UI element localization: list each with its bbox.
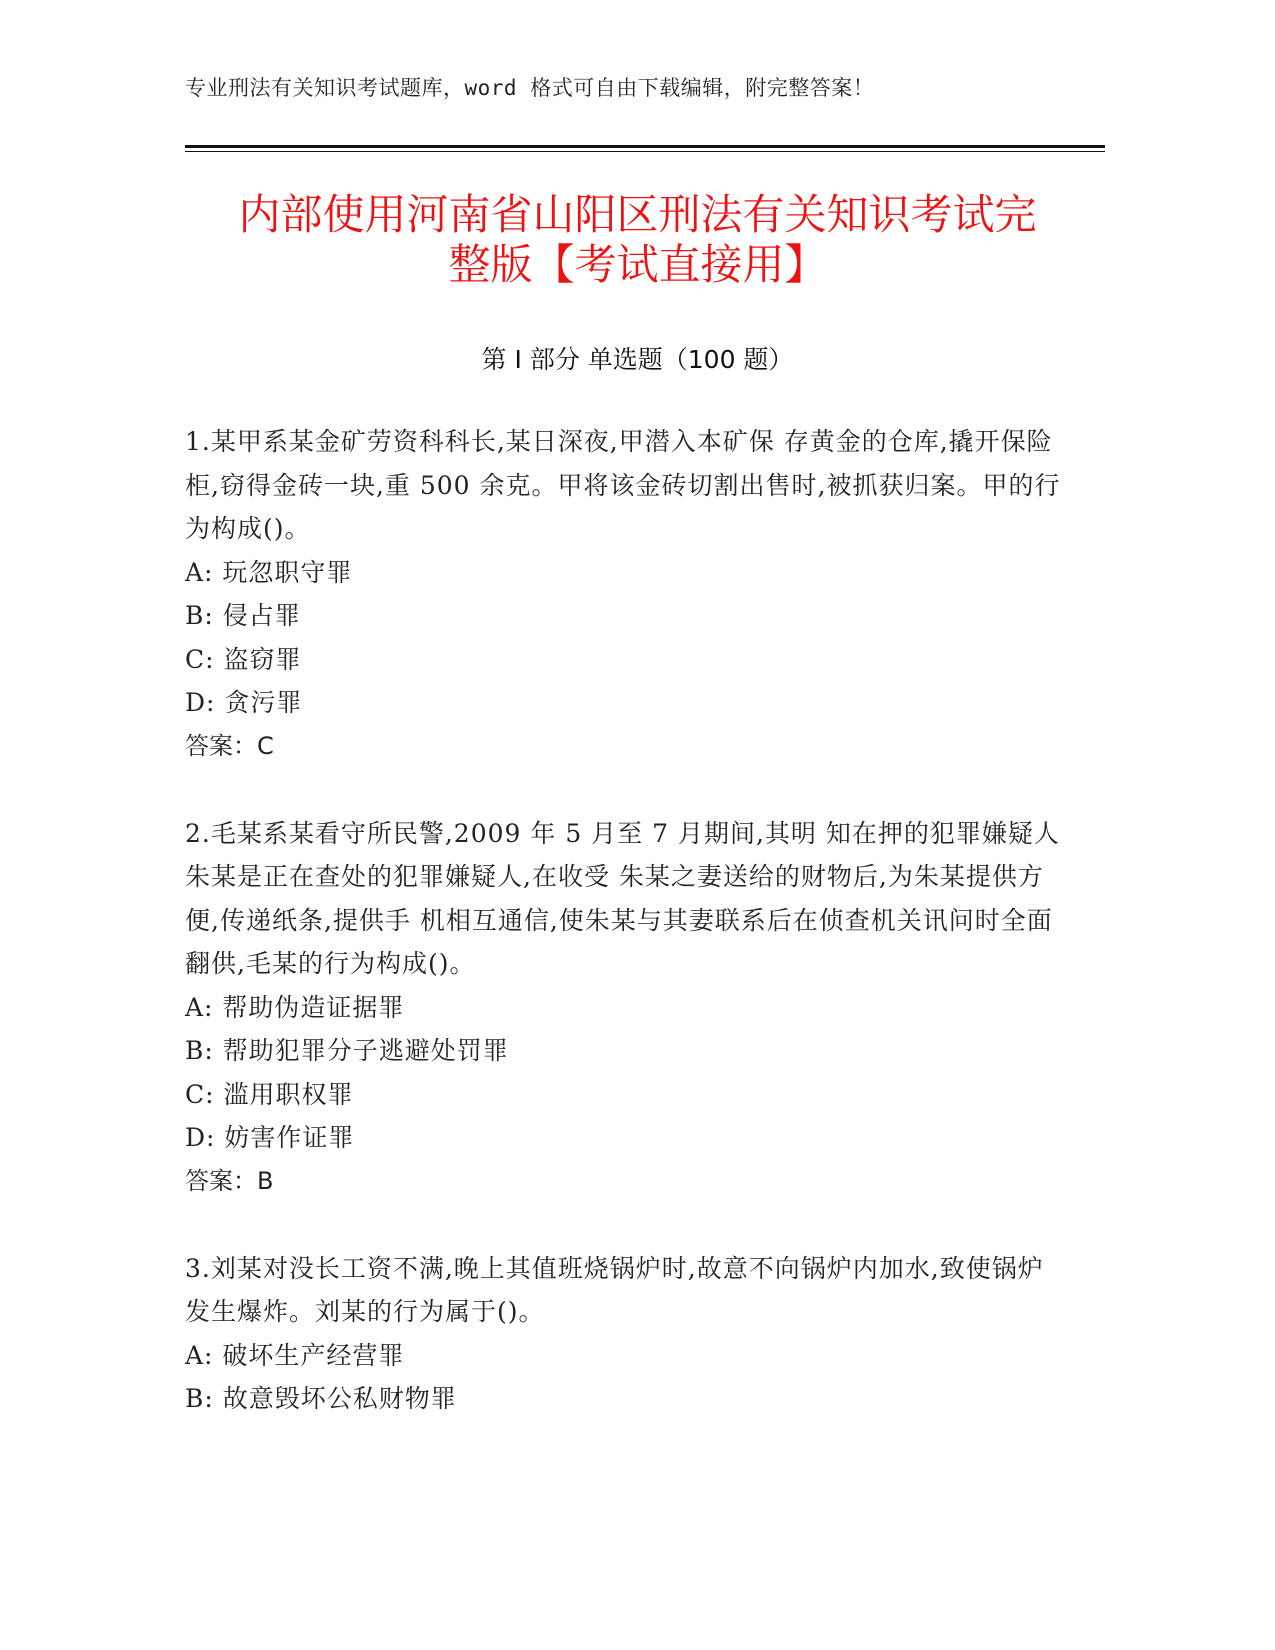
header-note: 专业刑法有关知识考试题库，word 格式可自由下载编辑，附完整答案！: [185, 76, 875, 100]
question-text: 2.毛某系某看守所民警,2009 年 5 月至 7 月期间,其明 知在押的犯罪嫌疑人朱某是正在查处的犯罪嫌疑人,在收受 朱某之妻送给的财物后,为朱某提供方便,传递纸条,提供手 机相互通信,使朱某与其妻联系后在侦查机关讯问时全面翻供,毛某的行为构成()。: [185, 818, 1060, 978]
option-c: C: 盗窃罪: [185, 644, 302, 674]
option-a: A: 玩忽职守罪: [185, 557, 353, 587]
answer: 答案：C: [185, 731, 274, 760]
question-text: 3.刘某对没长工资不满,晚上其值班烧锅炉时,故意不向锅炉内加水,致使锅炉发生爆炸。刘某的行为属于()。: [185, 1253, 1044, 1326]
question-text: 1.某甲系某金矿劳资科科长,某日深夜,甲潜入本矿保 存黄金的仓库,撬开保险柜,窃得金砖一块,重 500 余克。甲将该金砖切割出售时,被抓获归案。甲的行为构成()。: [185, 427, 1061, 543]
option-b: B: 帮助犯罪分子逃避处罚罪: [185, 1036, 509, 1065]
answer: 答案：B: [185, 1166, 274, 1195]
option-c: C: 滥用职权罪: [185, 1079, 354, 1109]
document-title: [150, 190, 1125, 290]
option-b: B: 故意毁坏公私财物罪: [185, 1384, 457, 1413]
question-3: [185, 1247, 1065, 1421]
option-b: B: 侵占罪: [185, 601, 301, 630]
document-title-line-2: 整版【考试直接用】: [448, 240, 827, 289]
option-a: A: 帮助伪造证据罪: [185, 992, 405, 1022]
question-list: [185, 420, 1065, 1464]
document-title-line-1: 内部使用河南省山阳区刑法有关知识考试完: [238, 190, 1037, 239]
question-1: [185, 420, 1065, 768]
question-2: [185, 812, 1065, 1204]
section-title: 第 I 部分 单选题（100 题）: [481, 345, 794, 374]
header-rule-thin: [185, 151, 1105, 152]
option-d: D: 妨害作证罪: [185, 1123, 355, 1152]
header-rule: [185, 145, 1105, 148]
option-a: A: 破坏生产经营罪: [185, 1340, 405, 1370]
option-d: D: 贪污罪: [185, 688, 303, 717]
